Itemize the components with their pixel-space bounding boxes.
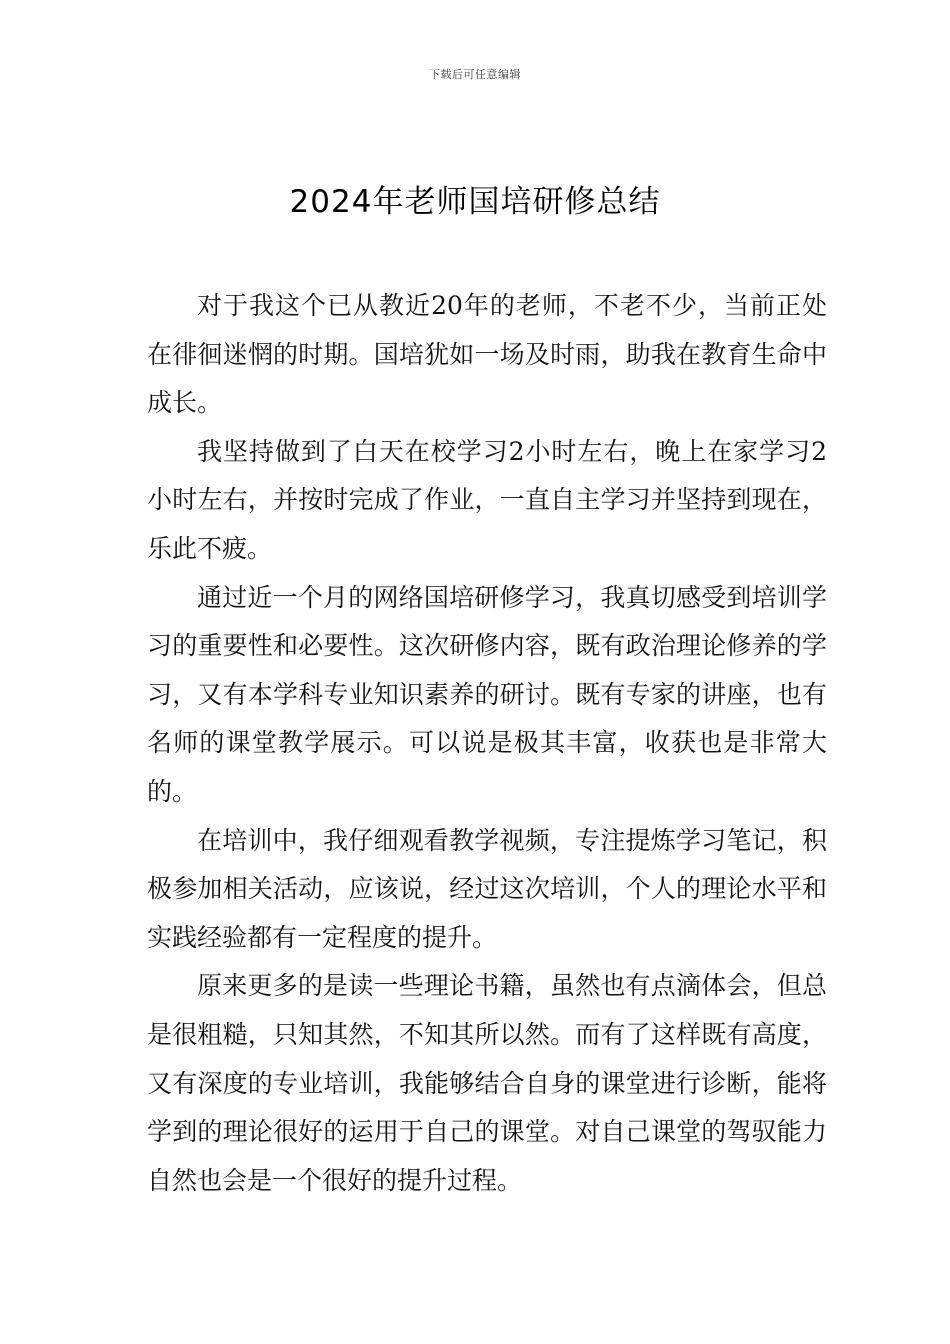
document-title: 2024年老师国培研修总结 [289, 184, 661, 220]
paragraph-4: 在培训中，我仔细观看教学视频，专注提炼学习笔记，积极参加相关活动，应该说，经过这次培训，个人的理论水平和实践经验都有一定程度的提升。 [147, 825, 827, 952]
paragraph-1: 对于我这个已从教近20年的老师，不老不少，当前正处在徘徊迷惘的时期。国培犹如一场及时雨，助我在教育生命中成长。 [147, 291, 827, 418]
paragraph-2: 我坚持做到了白天在校学习2小时左右，晚上在家学习2小时左右，并按时完成了作业，一直自主学习并坚持到现在，乐此不疲。 [147, 436, 827, 563]
header-note: 下载后可任意编辑 [429, 68, 521, 81]
document-body [147, 282, 827, 1205]
paragraph-5: 原来更多的是读一些理论书籍，虽然也有点滴体会，但总是很粗糙，只知其然，不知其所以然。而有了这样既有高度，又有深度的专业培训，我能够结合自身的课堂进行诊断，能将学到的理论很好的运用于自己的课堂。对自己课堂的驾驭能力自然也会是一个很好的提升过程。 [147, 971, 827, 1195]
paragraph-3: 通过近一个月的网络国培研修学习，我真切感受到培训学习的重要性和必要性。这次研修内容，既有政治理论修养的学习，又有本学科专业知识素养的研讨。既有专家的讲座，也有名师的课堂教学展示。可以说是极其丰富，收获也是非常大的。 [147, 582, 827, 806]
